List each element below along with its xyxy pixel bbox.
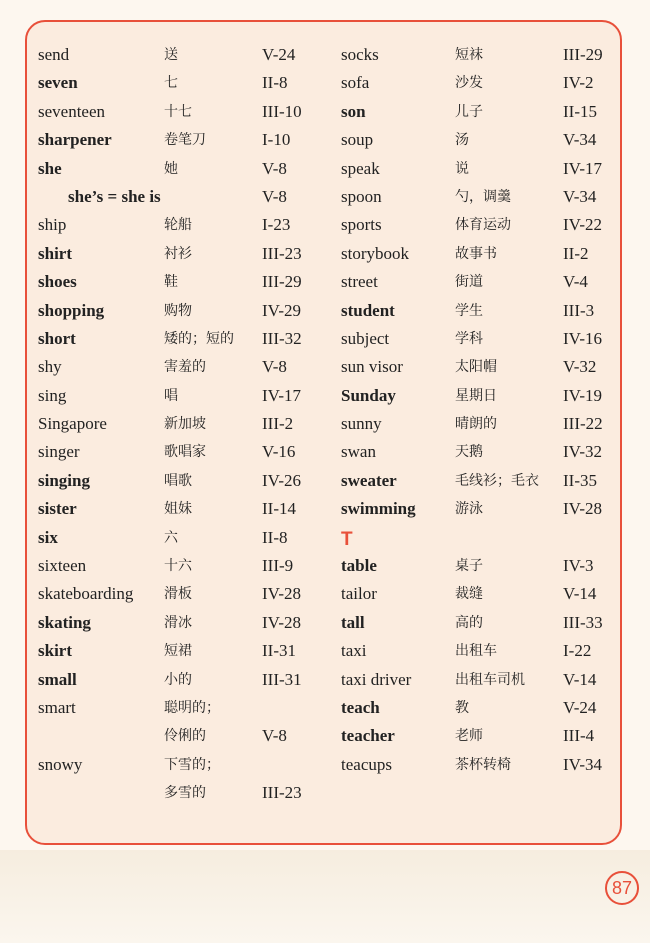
entry-word: seventeen xyxy=(38,101,106,121)
vocab-entry xyxy=(38,779,338,807)
page-number: 87 xyxy=(605,871,639,905)
entry-unit-ref: V-34 xyxy=(563,130,597,150)
entry-unit-ref: IV-22 xyxy=(563,215,603,235)
entry-unit-ref: III-23 xyxy=(262,783,302,803)
vocab-entry xyxy=(341,580,641,608)
entry-meaning: 出租车 xyxy=(455,643,497,660)
entry-unit-ref: IV-32 xyxy=(563,442,603,462)
entry-unit-ref: V-4 xyxy=(563,272,588,292)
entry-unit-ref: II-8 xyxy=(262,73,288,93)
entry-meaning: 天鹅 xyxy=(455,444,483,461)
entry-unit-ref: V-32 xyxy=(563,357,597,377)
section-letter-row xyxy=(341,524,641,552)
entry-word: short xyxy=(38,328,76,348)
entry-word: table xyxy=(341,556,377,576)
vocab-entry xyxy=(341,268,641,296)
vocab-entry xyxy=(38,183,338,211)
entry-meaning: 故事书 xyxy=(455,245,497,262)
entry-meaning: 学生 xyxy=(455,302,483,319)
entry-unit-ref: V-14 xyxy=(563,669,597,689)
vocab-entry xyxy=(38,467,338,495)
vocab-entry xyxy=(341,353,641,381)
vocab-entry xyxy=(341,297,641,325)
entry-meaning: 唱 xyxy=(164,387,178,404)
entry-unit-ref: V-8 xyxy=(262,186,287,206)
entry-meaning: 六 xyxy=(164,529,178,546)
entry-word: shoes xyxy=(38,272,77,292)
entry-meaning: 下雪的； xyxy=(164,756,220,773)
entry-unit-ref: V-8 xyxy=(262,158,287,178)
entry-unit-ref: I-10 xyxy=(262,130,291,150)
entry-word: sports xyxy=(341,215,382,235)
entry-meaning: 轮船 xyxy=(164,217,192,234)
entry-unit-ref: V-8 xyxy=(262,726,287,746)
entry-word: sister xyxy=(38,499,77,519)
vocab-entry xyxy=(38,155,338,183)
entry-word: sun visor xyxy=(341,357,403,377)
entry-unit-ref: IV-28 xyxy=(262,612,302,632)
entry-meaning: 滑板 xyxy=(164,586,192,603)
vocab-entry xyxy=(38,609,338,637)
entry-meaning: 唱歌 xyxy=(164,472,192,489)
entry-word: sofa xyxy=(341,73,370,93)
entry-meaning: 晴朗的 xyxy=(455,416,497,433)
vocab-entry xyxy=(38,751,338,779)
vocab-entry xyxy=(341,69,641,97)
entry-word: Singapore xyxy=(38,414,107,434)
vocab-entry xyxy=(38,694,338,722)
entry-unit-ref: IV-17 xyxy=(262,385,302,405)
entry-meaning: 购物 xyxy=(164,302,192,319)
entry-word: snowy xyxy=(38,754,83,774)
vocab-entry xyxy=(38,69,338,97)
entry-word: shopping xyxy=(38,300,105,320)
entry-unit-ref: III-32 xyxy=(262,328,302,348)
vocab-entry xyxy=(341,183,641,211)
entry-meaning: 高的 xyxy=(455,614,483,631)
vocab-entry xyxy=(341,98,641,126)
entry-meaning: 衬衫 xyxy=(164,245,192,262)
entry-unit-ref: I-22 xyxy=(563,641,592,661)
entry-word: storybook xyxy=(341,243,409,263)
entry-word: teach xyxy=(341,697,380,717)
entry-meaning: 老师 xyxy=(455,728,483,745)
entry-meaning: 勺，调羹 xyxy=(455,188,511,205)
vocab-entry xyxy=(341,410,641,438)
entry-word: street xyxy=(341,272,378,292)
vocab-entry xyxy=(341,467,641,495)
vocab-entry xyxy=(38,382,338,410)
entry-word: spoon xyxy=(341,186,382,206)
entry-meaning: 沙发 xyxy=(455,75,483,92)
entry-word: singer xyxy=(38,442,80,462)
vocab-entry xyxy=(38,552,338,580)
entry-word: Sunday xyxy=(341,385,396,405)
vocab-entry xyxy=(341,751,641,779)
entry-meaning: 害羞的 xyxy=(164,359,206,376)
entry-word: swimming xyxy=(341,499,416,519)
entry-unit-ref: IV-19 xyxy=(563,385,603,405)
entry-unit-ref: IV-29 xyxy=(262,300,302,320)
entry-unit-ref: II-35 xyxy=(563,470,597,490)
entry-meaning: 茶杯转椅 xyxy=(455,756,511,773)
entry-meaning: 体育运动 xyxy=(455,217,511,234)
entry-meaning: 姐妹 xyxy=(164,501,192,518)
entry-unit-ref: IV-16 xyxy=(563,328,603,348)
left-vocabulary-column xyxy=(38,41,338,808)
entry-unit-ref: IV-2 xyxy=(563,73,594,93)
entry-unit-ref: III-23 xyxy=(262,243,302,263)
vocab-entry xyxy=(38,524,338,552)
vocab-entry xyxy=(38,353,338,381)
entry-word: sixteen xyxy=(38,556,87,576)
entry-word: sweater xyxy=(341,470,397,490)
entry-word: tall xyxy=(341,612,365,632)
entry-word: skating xyxy=(38,612,91,632)
entry-unit-ref: IV-3 xyxy=(563,556,594,576)
entry-word: student xyxy=(341,300,395,320)
entry-unit-ref: II-8 xyxy=(262,527,288,547)
page-bottom-background xyxy=(0,850,650,943)
entry-meaning: 学科 xyxy=(455,330,483,347)
entry-unit-ref: IV-28 xyxy=(563,499,603,519)
vocab-entry xyxy=(341,694,641,722)
entry-meaning: 小的 xyxy=(164,671,192,688)
entry-unit-ref: V-24 xyxy=(262,45,296,64)
entry-meaning: 短裙 xyxy=(164,643,192,660)
entry-meaning: 短袜 xyxy=(455,47,483,63)
entry-word: taxi xyxy=(341,641,367,661)
entry-unit-ref: V-8 xyxy=(262,357,287,377)
vocab-entry xyxy=(341,240,641,268)
vocab-entry xyxy=(341,41,641,69)
entry-word: seven xyxy=(38,73,78,93)
vocab-entry xyxy=(38,410,338,438)
section-letter: T xyxy=(341,528,353,550)
entry-meaning: 她 xyxy=(164,160,178,177)
entry-meaning: 十七 xyxy=(164,103,192,120)
entry-unit-ref: III-10 xyxy=(262,101,302,121)
entry-unit-ref: III-33 xyxy=(563,612,603,632)
vocab-entry xyxy=(341,126,641,154)
vocab-entry xyxy=(341,382,641,410)
entry-unit-ref: V-16 xyxy=(262,442,296,462)
entry-unit-ref: IV-17 xyxy=(563,158,603,178)
right-vocabulary-column xyxy=(341,41,641,779)
entry-meaning: 说 xyxy=(455,160,469,177)
entry-word: skirt xyxy=(38,641,72,661)
vocab-entry xyxy=(341,552,641,580)
vocab-entry xyxy=(38,722,338,750)
vocab-entry xyxy=(341,637,641,665)
entry-unit-ref: III-29 xyxy=(262,272,302,292)
entry-meaning: 多雪的 xyxy=(164,785,206,802)
entry-meaning: 歌唱家 xyxy=(164,444,206,461)
entry-unit-ref: III-3 xyxy=(563,300,595,320)
entry-unit-ref: II-2 xyxy=(563,243,589,263)
vocab-entry xyxy=(38,240,338,268)
entry-unit-ref: I-23 xyxy=(262,215,291,235)
entry-unit-ref: II-15 xyxy=(563,101,597,121)
entry-word: she xyxy=(38,158,62,178)
vocab-entry xyxy=(341,438,641,466)
vocab-entry xyxy=(341,325,641,353)
vocab-entry xyxy=(38,98,338,126)
entry-meaning: 汤 xyxy=(455,132,469,149)
entry-meaning: 七 xyxy=(164,75,178,92)
entry-word: ship xyxy=(38,215,67,235)
vocab-entry xyxy=(38,325,338,353)
entry-meaning: 十六 xyxy=(164,558,192,575)
entry-meaning: 新加坡 xyxy=(164,416,206,433)
entry-meaning: 桌子 xyxy=(455,558,483,575)
entry-unit-ref: IV-28 xyxy=(262,584,302,604)
entry-unit-ref: III-22 xyxy=(563,414,603,434)
entry-word: shirt xyxy=(38,243,72,263)
entry-word: teacher xyxy=(341,726,395,746)
entry-meaning: 矮的；短的 xyxy=(164,330,234,347)
vocab-entry xyxy=(38,637,338,665)
entry-unit-ref: III-29 xyxy=(563,45,603,64)
entry-meaning: 毛线衫；毛衣 xyxy=(455,472,539,489)
vocab-entry xyxy=(38,495,338,523)
entry-meaning: 太阳帽 xyxy=(455,359,497,376)
vocab-entry xyxy=(341,666,641,694)
entry-meaning: 卷笔刀 xyxy=(164,132,206,149)
entry-word: skateboarding xyxy=(38,584,134,604)
entry-meaning: 聪明的； xyxy=(164,699,220,716)
entry-word: singing xyxy=(38,470,90,490)
entry-word: tailor xyxy=(341,584,377,604)
entry-unit-ref: V-14 xyxy=(563,584,597,604)
entry-unit-ref: V-24 xyxy=(563,697,597,717)
vocab-entry xyxy=(38,438,338,466)
entry-meaning: 出租车司机 xyxy=(455,671,525,688)
entry-unit-ref: II-14 xyxy=(262,499,296,519)
entry-meaning: 教 xyxy=(455,699,469,716)
entry-word: send xyxy=(38,45,70,64)
entry-word: speak xyxy=(341,158,380,178)
entry-word: socks xyxy=(341,45,379,64)
vocab-entry xyxy=(38,126,338,154)
entry-word: sharpener xyxy=(38,130,112,150)
entry-word: six xyxy=(38,527,58,547)
entry-unit-ref: III-9 xyxy=(262,556,294,576)
entry-unit-ref: IV-34 xyxy=(563,754,603,774)
vocab-entry xyxy=(38,666,338,694)
vocab-entry xyxy=(341,495,641,523)
entry-word: small xyxy=(38,669,77,689)
entry-word: teacups xyxy=(341,754,392,774)
entry-word: smart xyxy=(38,697,76,717)
entry-unit-ref: III-4 xyxy=(563,726,595,746)
entry-unit-ref: IV-26 xyxy=(262,470,302,490)
entry-meaning: 裁缝 xyxy=(455,586,483,603)
entry-word: soup xyxy=(341,130,374,150)
entry-word: subject xyxy=(341,328,390,348)
entry-meaning: 儿子 xyxy=(455,103,483,120)
vocab-entry xyxy=(341,609,641,637)
vocab-entry xyxy=(341,211,641,239)
entry-meaning: 街道 xyxy=(455,274,483,291)
vocab-entry xyxy=(38,268,338,296)
entry-word: sunny xyxy=(341,414,382,434)
entry-word: taxi driver xyxy=(341,669,412,689)
vocab-entry xyxy=(341,722,641,750)
entry-word: son xyxy=(341,101,366,121)
entry-unit-ref: III-2 xyxy=(262,414,294,434)
vocab-entry xyxy=(38,580,338,608)
vocab-entry xyxy=(38,41,338,69)
entry-meaning: 游泳 xyxy=(455,501,483,518)
entry-unit-ref: V-34 xyxy=(563,186,597,206)
vocab-entry xyxy=(341,155,641,183)
entry-meaning: 鞋 xyxy=(164,274,178,291)
entry-unit-ref: III-31 xyxy=(262,669,302,689)
vocab-entry xyxy=(38,297,338,325)
entry-meaning: 伶俐的 xyxy=(164,728,206,745)
entry-word: sing xyxy=(38,385,67,405)
entry-meaning: 滑冰 xyxy=(164,614,192,631)
entry-meaning: 送 xyxy=(164,47,178,63)
entry-unit-ref: II-31 xyxy=(262,641,296,661)
entry-word: shy xyxy=(38,357,62,377)
vocab-entry xyxy=(38,211,338,239)
entry-word: she’s = she is xyxy=(68,186,161,206)
entry-word: swan xyxy=(341,442,376,462)
entry-meaning: 星期日 xyxy=(455,387,497,404)
